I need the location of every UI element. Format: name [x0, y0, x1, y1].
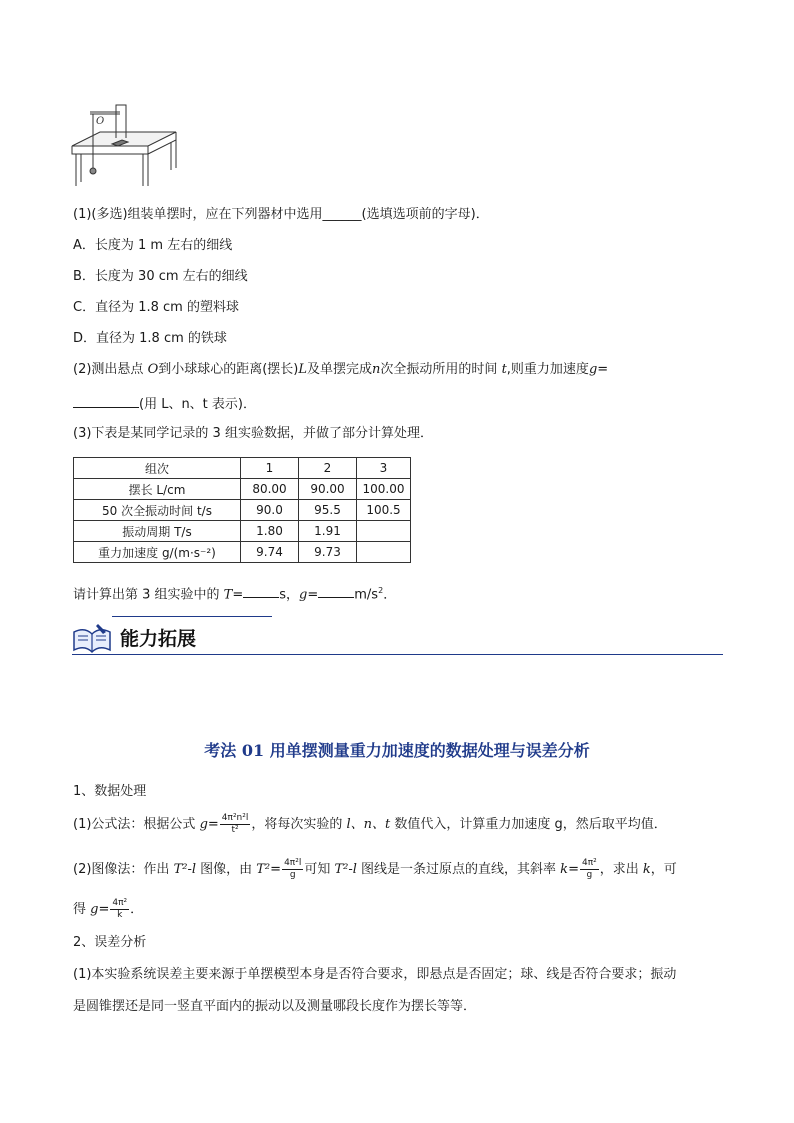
- data-table: [73, 457, 411, 563]
- option-b: B．长度为 30 cm 左右的细线: [73, 269, 248, 284]
- graph-text-b: 图像，由: [196, 862, 257, 877]
- graph-t2: T²: [256, 862, 271, 877]
- table-header-cell: 组次: [74, 458, 241, 479]
- q2-text-c: 及单摆完成: [307, 362, 373, 377]
- option-d: D．直径为 1.8 cm 的铁球: [73, 331, 227, 346]
- graph-var-k: k: [560, 862, 569, 877]
- table-header-cell: 3: [357, 458, 411, 479]
- table-cell: 95.5: [299, 500, 357, 521]
- q3-var-t: T: [223, 587, 233, 603]
- open-book-icon: [72, 622, 112, 654]
- q3-ask-c: s，: [279, 587, 300, 603]
- graph-text-c: 可知: [304, 862, 335, 877]
- q2-text-b: 到小球球心的距离(摆长): [158, 362, 299, 377]
- q2-text-a: (2)测出悬点: [73, 362, 148, 377]
- graph-numerator: 4π²l: [284, 858, 302, 868]
- section-error-analysis: 2、误差分析: [73, 935, 147, 950]
- answer-blank-g: [73, 393, 139, 408]
- q3-ask-b: =: [232, 587, 244, 603]
- slope-denominator: g: [586, 870, 593, 880]
- graph-method-line2: [73, 898, 143, 921]
- formula-text-c: 数值代入，计算重力加速度 g，然后取平均值．: [390, 817, 667, 832]
- table-header-cell: 2: [299, 458, 357, 479]
- table-cell: 9.73: [299, 542, 357, 563]
- table-header-cell: 1: [241, 458, 299, 479]
- q3-ask-e: m/s: [354, 587, 379, 603]
- formula-numerator: 4π²n²l: [221, 813, 249, 823]
- figure-label-o: O: [96, 116, 105, 127]
- table-cell: 1.91: [299, 521, 357, 542]
- table-cell: 9.74: [241, 542, 299, 563]
- formula-method-line: [73, 813, 667, 836]
- graph-var-k2: k: [642, 862, 651, 877]
- pendulum-apparatus-figure: [68, 102, 180, 190]
- graph-denominator: g: [289, 870, 296, 880]
- table-header-row: [74, 458, 411, 479]
- table-cell: 100.5: [357, 500, 411, 521]
- answer-blank-t: [243, 583, 279, 598]
- graph-text-d: 图线是一条过原点的直线，其斜率: [356, 862, 561, 877]
- q1-stem: (1)(多选)组装单摆时，应在下列器材中选用______(选填选项前的字母)．: [73, 207, 489, 222]
- q3-ask-d: =: [307, 587, 319, 603]
- table-cell: 振动周期 T/s: [74, 521, 241, 542]
- error-text-line1: (1)本实验系统误差主要来源于单摆模型本身是否符合要求，即悬点是否固定；球、线是否符合要求；振动: [73, 967, 677, 982]
- q2-var-l: L: [298, 362, 308, 377]
- graph-fraction: [282, 858, 303, 881]
- table-row: [74, 500, 411, 521]
- error-text-line2: 是圆锥摆还是同一竖直平面内的振动以及测量哪段长度作为摆长等等．: [73, 999, 477, 1014]
- table-cell: 90.0: [241, 500, 299, 521]
- q2-var-n: n: [372, 362, 381, 377]
- formula-fraction: [220, 813, 251, 836]
- section-data-processing: 1、数据处理: [73, 784, 147, 799]
- table-cell: 80.00: [241, 479, 299, 500]
- table-cell: 摆长 L/cm: [74, 479, 241, 500]
- formula-vars: l、n、t: [346, 817, 391, 832]
- q2-line1: [73, 361, 608, 379]
- graph-method-line: [73, 858, 677, 881]
- graph2-text-a: 得: [73, 902, 91, 917]
- q3-ask: [73, 582, 396, 604]
- formula-text-b: ，将每次实验的: [251, 817, 347, 832]
- graph-text-a: (2)图像法：作出: [73, 862, 174, 877]
- q2-var-g: g: [588, 362, 598, 377]
- table-cell: 重力加速度 g/(m·s⁻²): [74, 542, 241, 563]
- graph-eq: =: [270, 862, 282, 877]
- formula-denominator: t²: [231, 825, 239, 835]
- answer-blank-g3: [318, 583, 354, 598]
- option-a: A．长度为 1 m 左右的细线: [73, 238, 233, 253]
- banner-top-rule: [112, 616, 272, 617]
- graph-t2l-2: T²-l: [334, 862, 357, 877]
- section-heading: 考法 01 用单摆测量重力加速度的数据处理与误差分析: [204, 741, 590, 760]
- q2-var-t: t: [501, 362, 507, 377]
- table-cell: 90.00: [299, 479, 357, 500]
- result-fraction: [110, 898, 129, 921]
- table-cell: 100.00: [357, 479, 411, 500]
- table-cell: 1.80: [241, 521, 299, 542]
- table-cell: [357, 542, 411, 563]
- q3-ask-a: 请计算出第 3 组实验中的: [73, 587, 224, 603]
- option-c: C．直径为 1.8 cm 的塑料球: [73, 300, 239, 315]
- banner-underline: [72, 654, 723, 655]
- slope-fraction: [580, 858, 599, 881]
- result-numerator: 4π²: [112, 898, 128, 908]
- graph-t2l: T²-l: [173, 862, 196, 877]
- q3-ask-f: ．: [383, 587, 397, 603]
- banner-title: 能力拓展: [120, 628, 197, 650]
- q2-line2: [73, 393, 256, 414]
- q3-stem: (3)下表是某同学记录的 3 组实验数据，并做了部分计算处理．: [73, 426, 433, 441]
- table-row: [74, 542, 411, 563]
- formula-text-a: (1)公式法：根据公式: [73, 817, 200, 832]
- table-row: [74, 479, 411, 500]
- graph-eq2: =: [568, 862, 579, 877]
- graph-text-f: ，可: [650, 862, 677, 877]
- formula-eq: =: [207, 817, 219, 832]
- graph2-text-b: ．: [130, 902, 144, 917]
- q3-ask-sup: 2: [378, 586, 384, 595]
- q2-text-d: 次全振动所用的时间: [380, 362, 502, 377]
- graph2-eq: =: [98, 902, 110, 917]
- formula-var-g: g: [199, 817, 208, 832]
- table-row: [74, 521, 411, 542]
- q2-text-e: ,则重力加速度: [506, 362, 589, 377]
- graph-text-e: ，求出: [599, 862, 643, 877]
- q2-line2-text: (用 L、n、t 表示)．: [139, 397, 256, 412]
- table-cell: [357, 521, 411, 542]
- result-denominator: k: [117, 910, 123, 920]
- slope-numerator: 4π²: [581, 858, 597, 868]
- q2-text-f: =: [597, 362, 609, 377]
- table-cell: 50 次全振动时间 t/s: [74, 500, 241, 521]
- q2-var-o: O: [147, 362, 159, 377]
- graph2-var-g: g: [90, 902, 99, 917]
- q3-var-g: g: [299, 587, 308, 603]
